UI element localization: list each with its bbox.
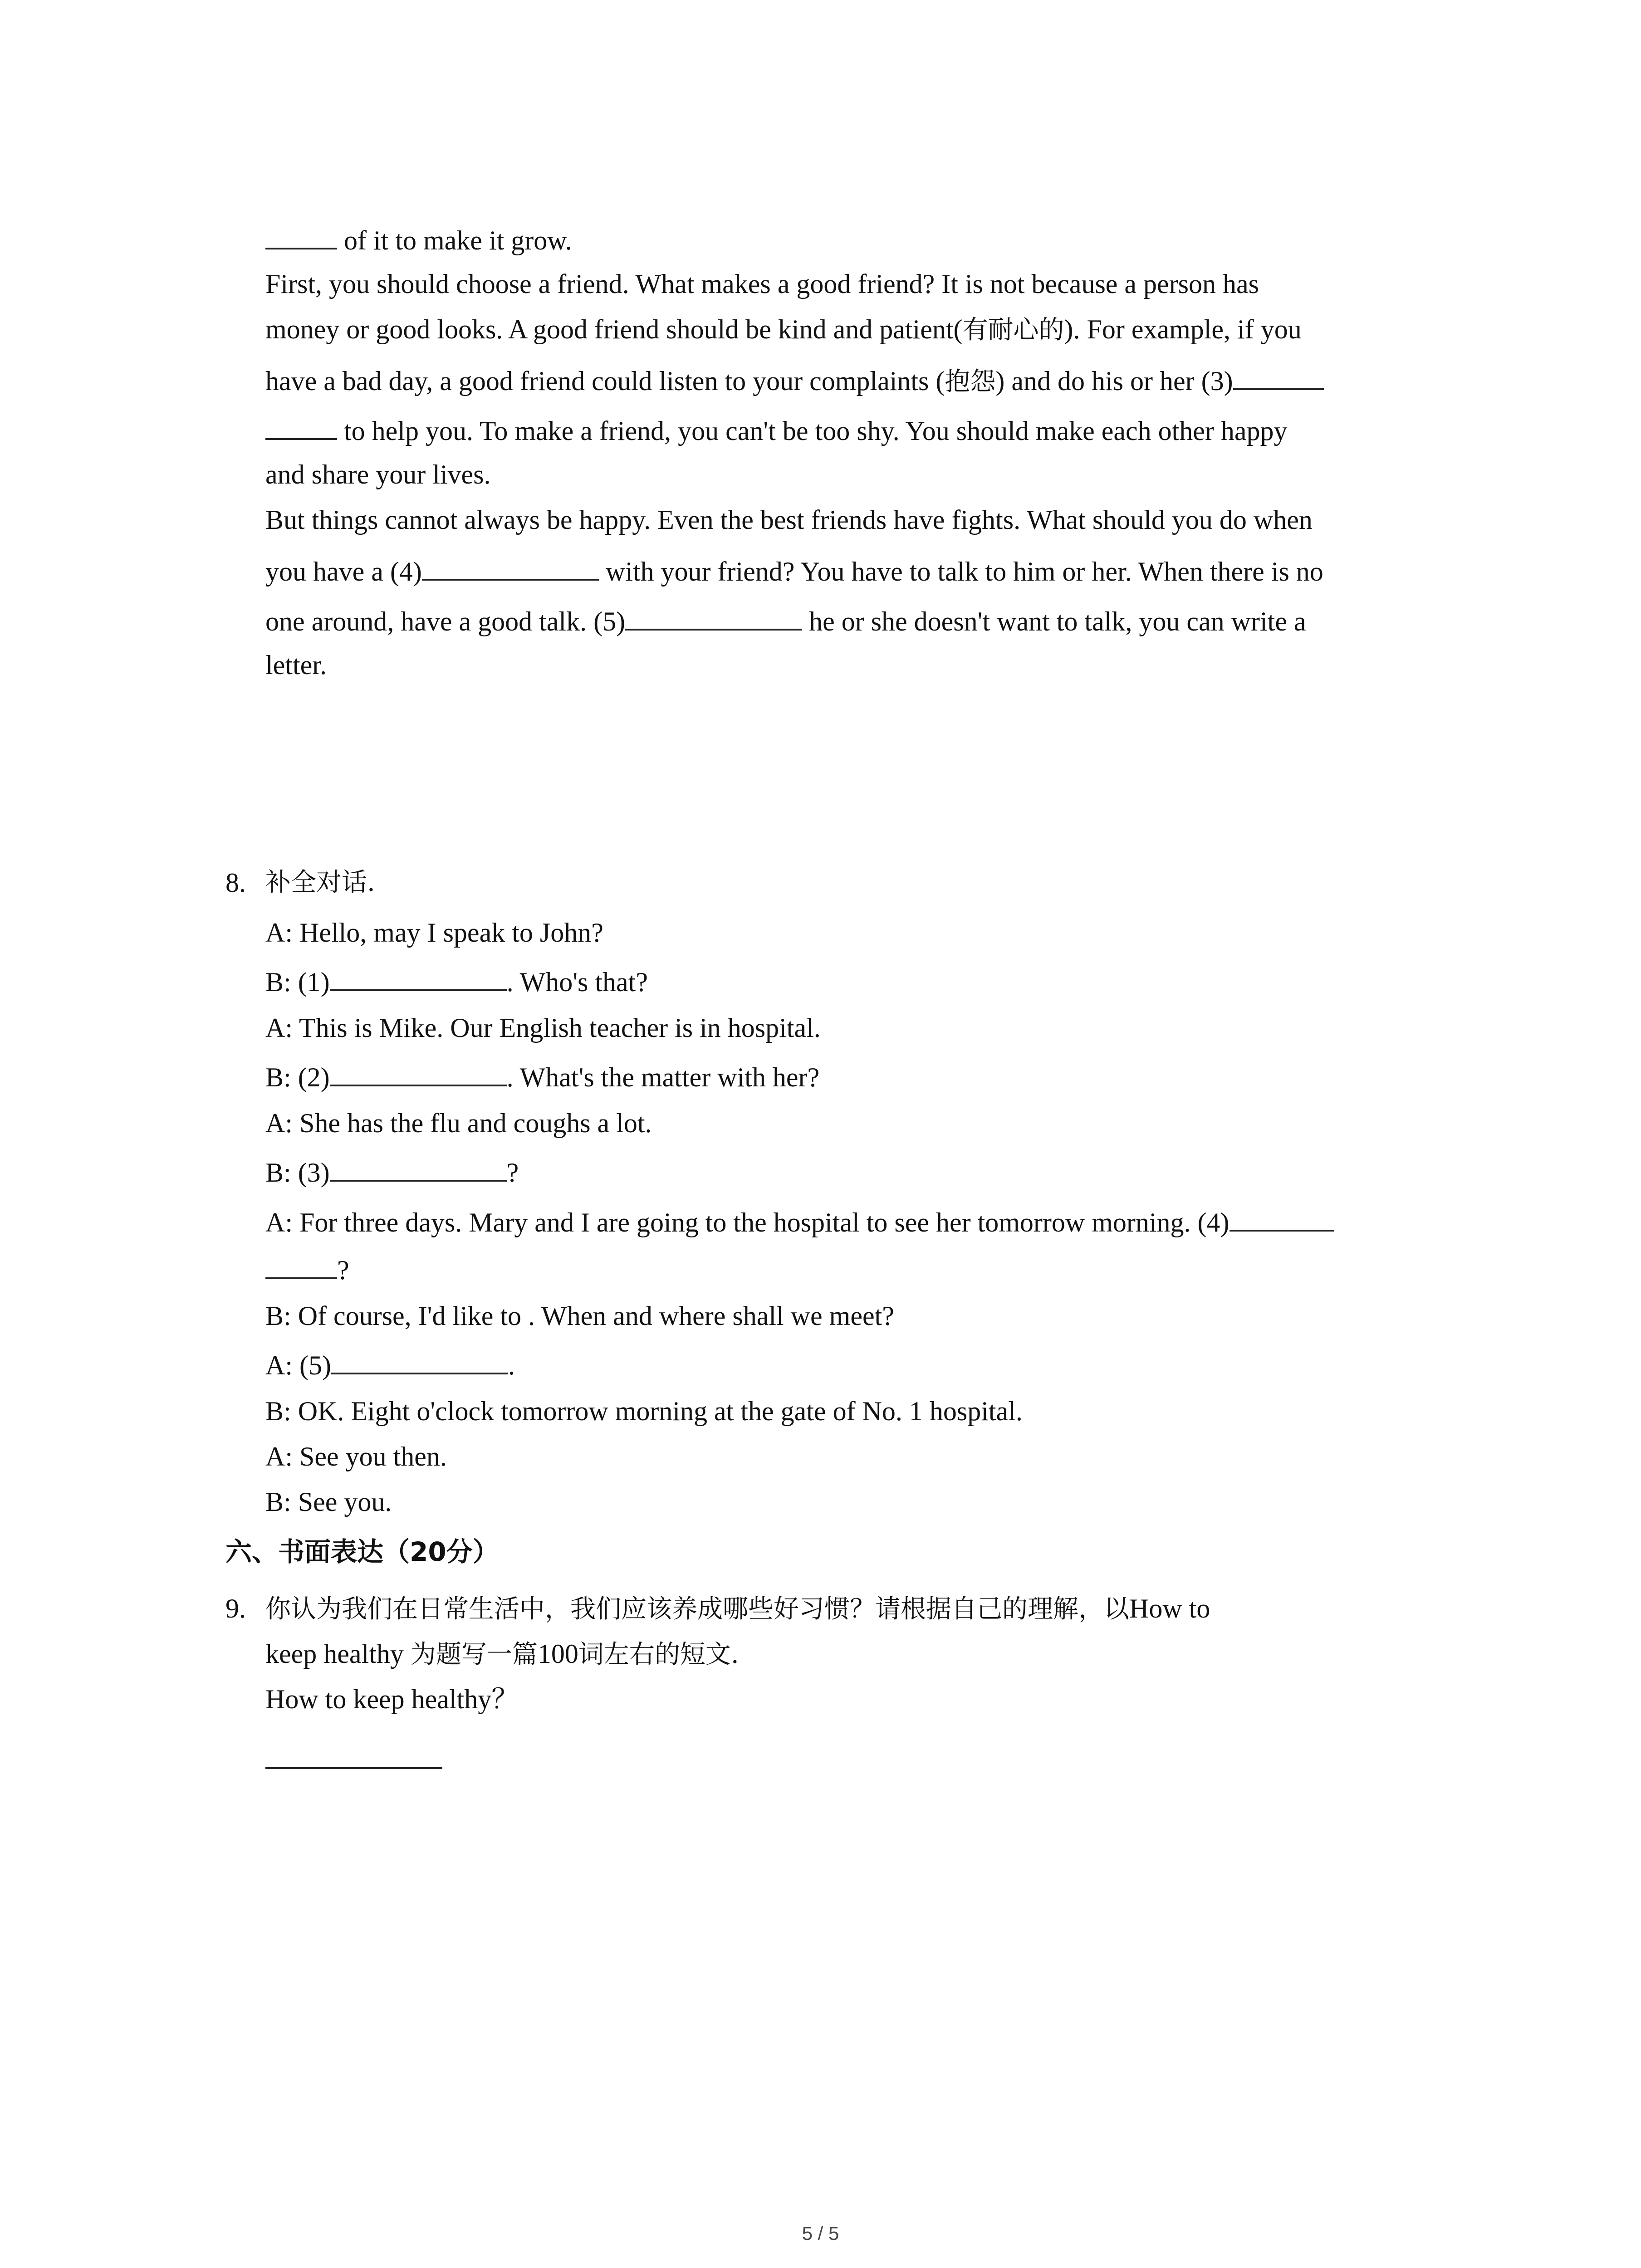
passage-line-3 xyxy=(265,313,1302,347)
passage-text: to help you. To make a friend, you can't be too shy. You should make each other happy xyxy=(344,416,1288,446)
answer-blank-3-tail[interactable] xyxy=(265,413,337,440)
dialogue-text: A: (5) xyxy=(265,1350,331,1380)
question-9-number: 9. xyxy=(225,1593,246,1623)
dialogue-line xyxy=(265,1204,1334,1239)
passage-text: you have a (4) xyxy=(265,557,422,587)
dialogue-line: B: Of course, I'd like to . When and where shall we meet? xyxy=(265,1301,894,1331)
dialogue-blank-4[interactable] xyxy=(1230,1204,1334,1232)
dialogue-text: A: For three days. Mary and I are going to the hospital to see her tomorrow morning. (4) xyxy=(265,1207,1230,1237)
passage-text: one around, have a good talk. (5) xyxy=(265,606,626,636)
passage-text: money or good looks. A good friend should be kind and patient( xyxy=(265,314,963,344)
page-number: 5 / 5 xyxy=(802,2223,839,2244)
section-6-title: 六、书面表达（20分） xyxy=(225,1536,499,1567)
passage-text: ). For example, if you xyxy=(1064,314,1302,344)
passage-line-1 xyxy=(265,222,572,257)
dialogue-line: B: OK. Eight o'clock tomorrow morning at the gate of No. 1 hospital. xyxy=(265,1396,1023,1426)
passage-gloss: 有耐心的 xyxy=(962,315,1064,345)
dialogue-text: ? xyxy=(506,1158,519,1188)
dialogue-line xyxy=(265,1347,515,1382)
passage-line-9 xyxy=(265,603,1306,638)
passage-text: with your friend? You have to talk to him or her. When there is no xyxy=(605,557,1323,587)
dialogue-text: B: (1) xyxy=(265,967,330,997)
question-8-title: 补全对话. xyxy=(265,868,375,897)
passage-text: ) and do his or her (3) xyxy=(995,366,1233,396)
dialogue-line: B: See you. xyxy=(265,1487,392,1517)
dialogue-text: . xyxy=(508,1350,515,1380)
dialogue-text: B: (2) xyxy=(265,1062,330,1092)
dialogue-line xyxy=(265,1252,349,1286)
dialogue-line: A: She has the flu and coughs a lot. xyxy=(265,1108,652,1138)
dialogue-line xyxy=(265,964,648,998)
dialogue-text: ? xyxy=(337,1255,349,1285)
dialogue-line xyxy=(265,1154,519,1189)
passage-line-6: and share your lives. xyxy=(265,459,491,489)
prompt-text: 100 xyxy=(537,1639,578,1669)
answer-blank-3[interactable] xyxy=(1233,363,1324,390)
dialogue-blank-2[interactable] xyxy=(330,1059,507,1086)
dialogue-line: A: See you then. xyxy=(265,1442,447,1471)
dialogue-text: . Who's that? xyxy=(506,967,648,997)
prompt-text: How to xyxy=(1129,1593,1210,1623)
passage-line-4 xyxy=(265,363,1324,398)
passage-text: have a bad day, a good friend could listen to your complaints ( xyxy=(265,366,945,396)
dialogue-blank-3[interactable] xyxy=(330,1154,507,1182)
passage-line-5 xyxy=(265,413,1288,447)
dialogue-blank-4-tail[interactable] xyxy=(265,1252,337,1279)
question-9-line-2 xyxy=(265,1637,739,1671)
passage-text: he or she doesn't want to talk, you can write a xyxy=(809,606,1306,636)
question-8-number: 8. xyxy=(225,868,246,898)
question-9-line-1 xyxy=(265,1592,1210,1626)
passage-line-2: First, you should choose a friend. What makes a good friend? It is not because a person has xyxy=(265,269,1259,299)
dialogue-text: B: (3) xyxy=(265,1158,330,1188)
passage-line-8 xyxy=(265,553,1323,588)
answer-blank-5[interactable] xyxy=(625,603,802,631)
dialogue-blank-5[interactable] xyxy=(331,1347,508,1374)
prompt-text: 为题写一篇 xyxy=(410,1640,538,1669)
question-9-line-3: How to keep healthy？ xyxy=(265,1684,519,1714)
dialogue-line: A: Hello, may I speak to John? xyxy=(265,918,603,948)
dialogue-line xyxy=(265,1059,819,1094)
dialogue-text: . What's the matter with her? xyxy=(506,1062,820,1092)
answer-blank-2-tail[interactable] xyxy=(265,222,337,249)
prompt-text: 你认为我们在日常生活中，我们应该养成哪些好习惯？请根据自己的理解，以 xyxy=(265,1594,1129,1624)
passage-line-7: But things cannot always be happy. Even the best friends have fights. What should you do when xyxy=(265,505,1313,535)
prompt-text: keep healthy xyxy=(265,1639,411,1669)
answer-blank-4[interactable] xyxy=(422,553,599,581)
prompt-text: 词左右的短文. xyxy=(578,1640,739,1669)
dialogue-line: A: This is Mike. Our English teacher is in hospital. xyxy=(265,1013,821,1043)
passage-text: of it to make it grow. xyxy=(344,225,572,255)
essay-blank[interactable] xyxy=(265,1742,442,1769)
dialogue-blank-1[interactable] xyxy=(330,964,507,991)
passage-line-10: letter. xyxy=(265,650,327,680)
passage-gloss: 抱怨 xyxy=(945,367,996,396)
essay-answer-line[interactable] xyxy=(265,1742,442,1776)
